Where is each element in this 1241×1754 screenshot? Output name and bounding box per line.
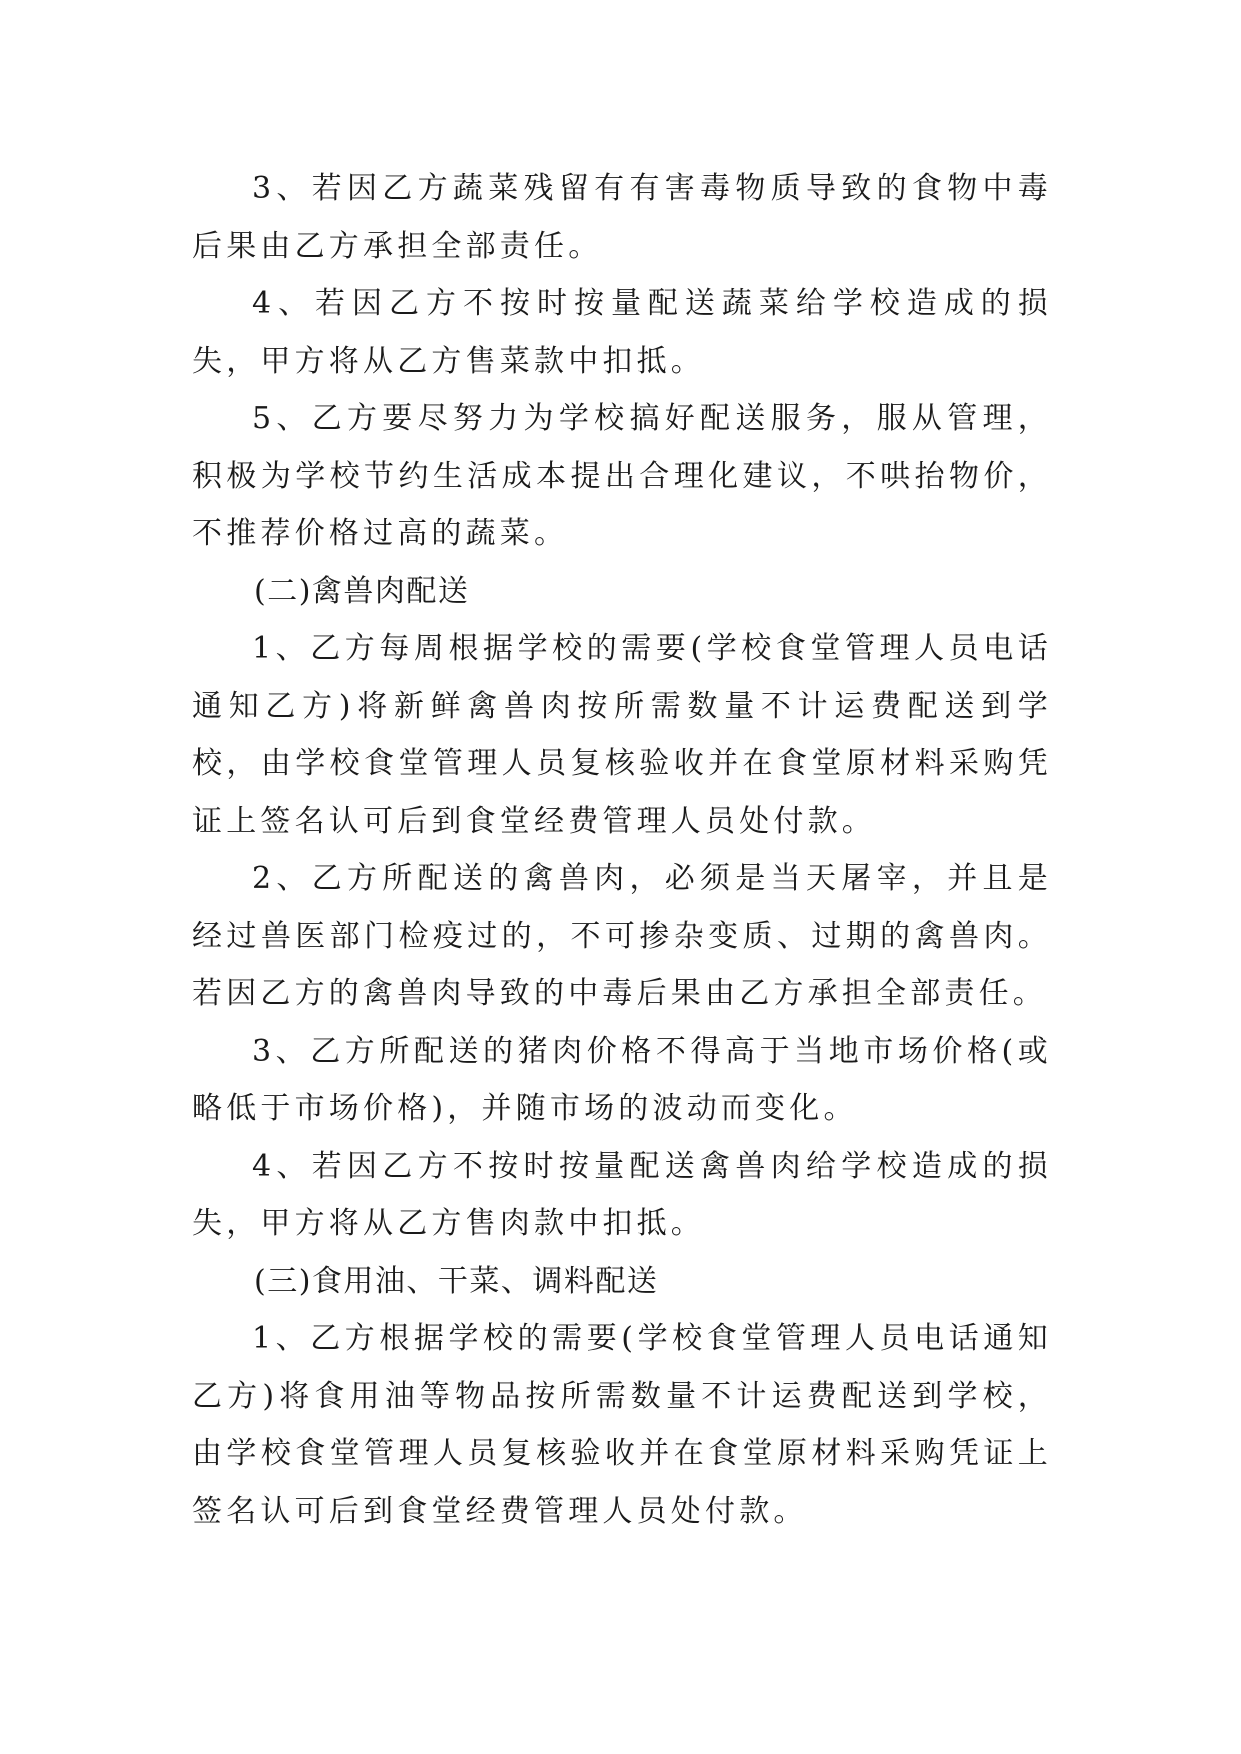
veg-clause-3: 3、若因乙方蔬菜残留有有害毒物质导致的食物中毒后果由乙方承担全部责任。 bbox=[192, 171, 1052, 264]
document-page bbox=[192, 160, 1052, 1540]
meat-clause-4: 4、若因乙方不按时按量配送禽兽肉给学校造成的损失，甲方将从乙方售肉款中扣抵。 bbox=[192, 1148, 1052, 1241]
veg-clause-5: 5、乙方要尽努力为学校搞好配送服务，服从管理，积极为学校节约生活成本提出合理化建议，不哄抬物价，不推荐价格过高的蔬菜。 bbox=[192, 401, 1052, 551]
section-2-heading: (二)禽兽肉配送 bbox=[254, 573, 470, 609]
veg-clause-4: 4、若因乙方不按时按量配送蔬菜给学校造成的损失，甲方将从乙方售菜款中扣抵。 bbox=[192, 286, 1052, 379]
meat-clause-2: 2、乙方所配送的禽兽肉，必须是当天屠宰，并且是经过兽医部门检疫过的，不可掺杂变质、过期的禽兽肉。若因乙方的禽兽肉导致的中毒后果由乙方承担全部责任。 bbox=[192, 861, 1052, 1011]
oil-clause-1: 1、乙方根据学校的需要(学校食堂管理人员电话通知乙方)将食用油等物品按所需数量不计运费配送到学校，由学校食堂管理人员复核验收并在食堂原材料采购凭证上签名认可后到食堂经费管理人员处付款。 bbox=[192, 1321, 1052, 1529]
meat-clause-3: 3、乙方所配送的猪肉价格不得高于当地市场价格(或略低于市场价格)，并随市场的波动而变化。 bbox=[192, 1033, 1052, 1126]
meat-clause-1: 1、乙方每周根据学校的需要(学校食堂管理人员电话通知乙方)将新鲜禽兽肉按所需数量不计运费配送到学校，由学校食堂管理人员复核验收并在食堂原材料采购凭证上签名认可后到食堂经费管理人员处付款。 bbox=[192, 631, 1052, 839]
section-3-heading: (三)食用油、干菜、调料配送 bbox=[254, 1263, 659, 1299]
